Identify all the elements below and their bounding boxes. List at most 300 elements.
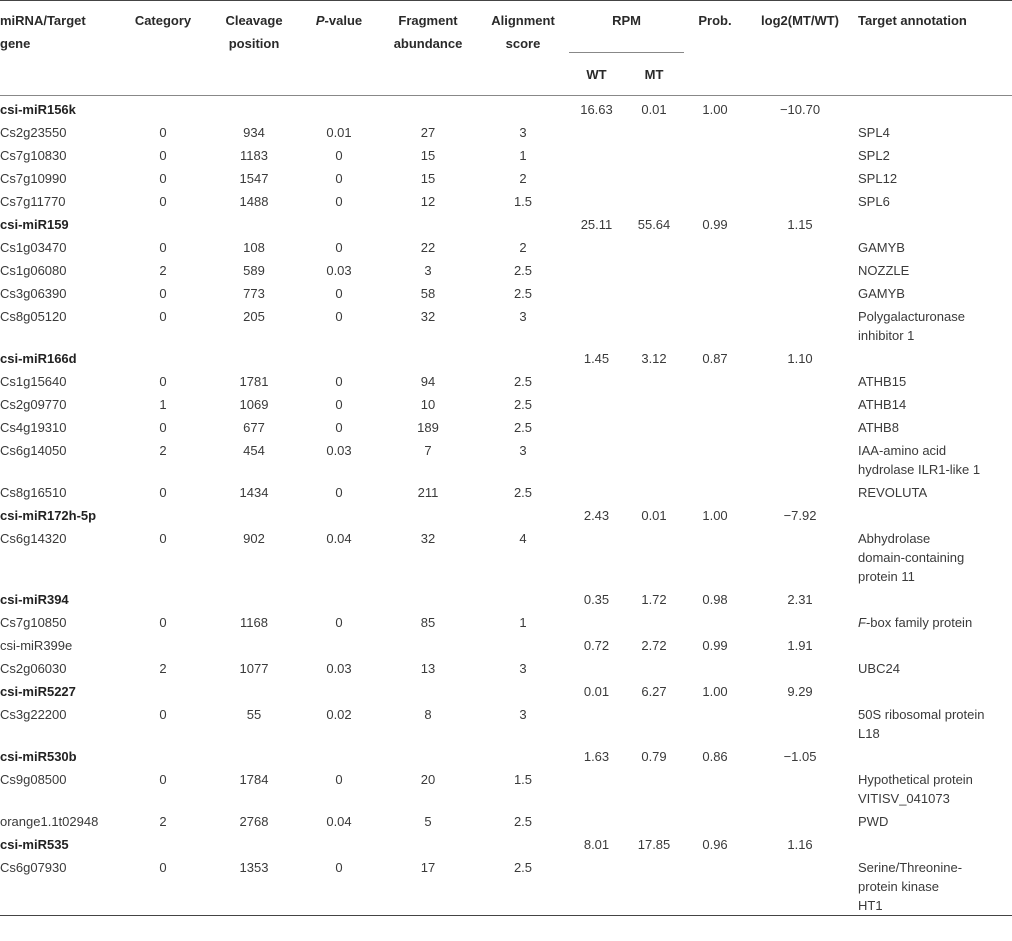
- target-row: [0, 808, 1012, 831]
- pvalue-cell: 0: [335, 485, 343, 500]
- empty-cell: [117, 96, 209, 120]
- target-row: [0, 142, 1012, 165]
- annotation-line: 50S ribosomal protein: [858, 707, 985, 722]
- prob-cell: [684, 234, 746, 257]
- annotation-italic: F: [858, 615, 866, 630]
- target-gene: Cs8g16510: [0, 485, 67, 500]
- header-log2: log2(MT/WT): [746, 1, 854, 96]
- mt-cell: [624, 280, 684, 303]
- category-cell: 0: [159, 286, 167, 301]
- empty-cell: [209, 345, 299, 368]
- pvalue-cell: 0: [299, 854, 379, 916]
- log2-cell: [746, 808, 854, 831]
- empty-cell: [117, 586, 209, 609]
- mirna-name: csi-miR5227: [0, 684, 76, 699]
- log2-cell: [746, 165, 854, 188]
- mirna-name: csi-miR394: [0, 592, 69, 607]
- annotation-line: Abhydrolase: [858, 531, 931, 546]
- wt-value: 25.11: [580, 217, 613, 232]
- pvalue-cell: 0.02: [326, 707, 352, 722]
- target-row: [0, 414, 1012, 437]
- log2-value: 1.15: [787, 217, 813, 232]
- empty-cell: [379, 345, 477, 368]
- empty-cell: [117, 831, 209, 854]
- log2-cell: [746, 188, 854, 211]
- mt-value: 6.27: [641, 684, 667, 699]
- empty-cell: [299, 586, 379, 609]
- target-gene: Cs3g22200: [0, 707, 67, 722]
- mt-cell: [624, 414, 684, 437]
- category-cell: 0: [159, 531, 167, 546]
- target-row: [0, 437, 1012, 479]
- header-rpm: RPM: [569, 1, 684, 53]
- annotation-cell: [854, 345, 1012, 368]
- log2-cell: [746, 142, 854, 165]
- log2-cell: [746, 303, 854, 345]
- pvalue-cell: 0.04: [326, 814, 352, 829]
- cleavage-cell: 1547: [239, 171, 269, 186]
- alignment-cell: 2.5: [513, 286, 533, 301]
- mt-cell: [624, 808, 684, 831]
- prob-cell: [684, 854, 746, 916]
- prob-cell: [684, 414, 746, 437]
- empty-cell: [477, 211, 569, 234]
- annotation-line: domain-containing: [858, 550, 965, 565]
- pvalue-cell: 0: [335, 286, 343, 301]
- empty-cell: [117, 345, 209, 368]
- annotation-cell: SPL12: [858, 171, 898, 186]
- prob-cell: [684, 165, 746, 188]
- annotation-line: protein 11: [858, 569, 915, 584]
- mt-value: 0.79: [641, 749, 667, 764]
- wt-cell: [569, 655, 624, 678]
- pvalue-cell: 0: [335, 397, 343, 412]
- empty-cell: [477, 586, 569, 609]
- annotation-cell: [854, 437, 1012, 479]
- empty-cell: [299, 345, 379, 368]
- fragment-cell: 189: [417, 420, 439, 435]
- target-row: [0, 188, 1012, 211]
- wt-cell: [569, 257, 624, 280]
- pvalue-cell: 0: [335, 171, 343, 186]
- category-cell: 2: [159, 814, 167, 829]
- pvalue-cell: 0: [335, 309, 343, 324]
- mirna-row: [0, 632, 1012, 655]
- log2-cell: [746, 479, 854, 502]
- wt-cell: [569, 414, 624, 437]
- mirna-row: [0, 586, 1012, 609]
- mt-cell: [624, 854, 684, 916]
- target-gene: Cs7g11770: [0, 194, 66, 209]
- annotation-cell: PWD: [858, 814, 889, 829]
- log2-cell: [746, 854, 854, 916]
- cleavage-cell: 1434: [239, 485, 269, 500]
- log2-cell: [746, 701, 854, 743]
- empty-cell: [209, 831, 299, 854]
- target-row: [0, 391, 1012, 414]
- alignment-cell: 2: [519, 240, 527, 255]
- log2-cell: [746, 257, 854, 280]
- empty-cell: [299, 96, 379, 120]
- wt-cell: [569, 391, 624, 414]
- pvalue-cell: 0: [335, 615, 343, 630]
- empty-cell: [477, 345, 569, 368]
- cleavage-cell: 1353: [209, 854, 299, 916]
- target-gene: Cs2g23550: [0, 125, 67, 140]
- annotation-cell: [854, 502, 1012, 525]
- annotation-line: IAA-amino acid: [858, 443, 947, 458]
- empty-cell: [379, 632, 477, 655]
- target-row: [0, 303, 1012, 345]
- category-cell: 0: [159, 240, 167, 255]
- prob-value: 0.96: [702, 837, 728, 852]
- mt-value: 0.01: [641, 102, 667, 117]
- fragment-cell: 85: [420, 615, 436, 630]
- annotation-cell: SPL6: [858, 194, 890, 209]
- cleavage-cell: 1183: [240, 148, 268, 163]
- annotation-cell: SPL2: [858, 148, 890, 163]
- target-gene: Cs2g09770: [0, 397, 67, 412]
- prob-cell: [684, 525, 746, 586]
- log2-value: 2.31: [787, 592, 813, 607]
- prob-cell: [684, 437, 746, 479]
- category-cell: 0: [159, 772, 167, 787]
- cleavage-cell: 108: [243, 240, 265, 255]
- log2-value: −10.70: [779, 102, 821, 117]
- cleavage-cell: 1488: [239, 194, 269, 209]
- prob-cell: [684, 701, 746, 743]
- wt-cell: [569, 142, 624, 165]
- empty-cell: [299, 678, 379, 701]
- wt-cell: [569, 609, 624, 632]
- pvalue-cell: 0.03: [326, 263, 352, 278]
- target-gene: Cs4g19310: [0, 420, 67, 435]
- annotation-line: hydrolase ILR1-like 1: [858, 462, 981, 477]
- log2-cell: [746, 280, 854, 303]
- empty-cell: [379, 743, 477, 766]
- empty-cell: [117, 678, 209, 701]
- target-row: [0, 854, 1012, 916]
- mt-cell: [624, 525, 684, 586]
- prob-cell: [684, 368, 746, 391]
- target-gene: Cs3g06390: [0, 286, 67, 301]
- empty-cell: [299, 211, 379, 234]
- annotation-cell: SPL4: [858, 125, 890, 140]
- annotation-cell: [854, 854, 1012, 916]
- cleavage-cell: 1168: [240, 615, 268, 630]
- empty-cell: [209, 678, 299, 701]
- wt-cell: [569, 701, 624, 743]
- log2-value: 1.16: [787, 837, 813, 852]
- annotation-line: L18: [858, 726, 880, 741]
- annotation-cell: NOZZLE: [858, 263, 910, 278]
- prob-cell: [684, 808, 746, 831]
- category-cell: 2: [159, 263, 167, 278]
- log2-cell: [746, 609, 854, 632]
- mt-cell: [624, 165, 684, 188]
- mt-value: 17.85: [637, 837, 671, 852]
- mt-cell: [624, 303, 684, 345]
- fragment-cell: 20: [420, 772, 436, 787]
- mirna-name: csi-miR166d: [0, 351, 77, 366]
- wt-cell: [569, 525, 624, 586]
- target-gene: Cs7g10990: [0, 171, 67, 186]
- alignment-cell: 3: [519, 125, 527, 140]
- annotation-line: Hypothetical protein: [858, 772, 973, 787]
- fragment-cell: 8: [424, 707, 432, 722]
- mt-cell: [624, 257, 684, 280]
- annotation-line: protein kinase: [858, 879, 939, 894]
- pvalue-cell: 0.01: [326, 125, 352, 140]
- empty-cell: [117, 502, 209, 525]
- target-row: [0, 609, 1012, 632]
- empty-cell: [209, 586, 299, 609]
- wt-value: 16.63: [580, 102, 613, 117]
- wt-value: 0.01: [583, 684, 610, 699]
- target-gene: Cs7g10850: [0, 615, 67, 630]
- annotation-line: VITISV_041073: [858, 791, 950, 806]
- prob-cell: [684, 188, 746, 211]
- mirna-row: [0, 211, 1012, 234]
- alignment-cell: 2.5: [513, 814, 533, 829]
- wt-cell: [569, 165, 624, 188]
- mt-cell: [624, 701, 684, 743]
- fragment-cell: 17: [379, 854, 477, 916]
- empty-cell: [379, 831, 477, 854]
- empty-cell: [477, 502, 569, 525]
- prob-value: 0.99: [702, 217, 728, 232]
- alignment-cell: 4: [519, 531, 527, 546]
- log2-value: 9.29: [787, 684, 813, 699]
- prob-value: 0.98: [702, 592, 728, 607]
- annotation-cell: UBC24: [858, 661, 900, 676]
- header-fragment: Fragment abundance: [379, 1, 477, 96]
- cleavage-cell: 934: [243, 125, 265, 140]
- empty-cell: [477, 632, 569, 655]
- target-row: [0, 766, 1012, 808]
- prob-value: 0.87: [702, 351, 728, 366]
- wt-value: 0.35: [583, 592, 610, 607]
- target-gene: Cs1g06080: [0, 263, 67, 278]
- fragment-cell: 13: [420, 661, 436, 676]
- log2-cell: [746, 391, 854, 414]
- wt-cell: [569, 854, 624, 916]
- mt-cell: [624, 766, 684, 808]
- fragment-cell: 15: [420, 148, 436, 163]
- mirna-name: csi-miR535: [0, 837, 69, 852]
- fragment-cell: 12: [420, 194, 436, 209]
- wt-cell: [569, 766, 624, 808]
- prob-cell: [684, 655, 746, 678]
- fragment-cell: 5: [424, 814, 432, 829]
- category-cell: 0: [159, 615, 167, 630]
- prob-cell: [684, 609, 746, 632]
- cleavage-cell: 1781: [239, 374, 269, 389]
- prob-cell: [684, 119, 746, 142]
- category-cell: 0: [117, 854, 209, 916]
- mt-cell: [624, 655, 684, 678]
- fragment-cell: 10: [420, 397, 436, 412]
- pvalue-cell: 0.03: [326, 443, 352, 458]
- annotation-cell: [854, 211, 1012, 234]
- mirna-row: [0, 502, 1012, 525]
- log2-value: −1.05: [783, 749, 817, 764]
- header-pvalue: P-value: [299, 1, 379, 96]
- wt-value: 1.63: [583, 749, 610, 764]
- pvalue-cell: 0: [335, 240, 343, 255]
- mirna-name: csi-miR399e: [0, 638, 73, 653]
- cleavage-cell: 1077: [239, 661, 269, 676]
- mirna-row: [0, 345, 1012, 368]
- target-row: [0, 257, 1012, 280]
- category-cell: 0: [159, 148, 167, 163]
- prob-cell: [684, 142, 746, 165]
- header-mt: MT: [624, 53, 684, 96]
- annotation-cell: [854, 525, 1012, 586]
- category-cell: 0: [159, 171, 167, 186]
- category-cell: 2: [159, 443, 167, 458]
- pvalue-cell: 0: [335, 420, 343, 435]
- prob-cell: [684, 391, 746, 414]
- annotation-cell: ATHB15: [858, 374, 907, 389]
- alignment-cell: 3: [519, 443, 527, 458]
- prob-value: 0.99: [702, 638, 728, 653]
- alignment-cell: 2.5: [513, 485, 533, 500]
- wt-value: 0.72: [583, 638, 610, 653]
- cleavage-cell: 589: [243, 263, 265, 278]
- log2-cell: [746, 655, 854, 678]
- mirna-name: csi-miR530b: [0, 749, 77, 764]
- header-wt: WT: [569, 53, 624, 96]
- cleavage-cell: 677: [243, 420, 265, 435]
- prob-cell: [684, 479, 746, 502]
- log2-cell: [746, 234, 854, 257]
- annotation-line: inhibitor 1: [858, 328, 915, 343]
- alignment-cell: 1.5: [513, 194, 533, 209]
- empty-cell: [477, 678, 569, 701]
- category-cell: 0: [159, 125, 167, 140]
- header-alignment: Alignment score: [477, 1, 569, 96]
- annotation-cell: ATHB8: [858, 420, 899, 435]
- header-prob: Prob.: [684, 1, 746, 96]
- alignment-cell: 2.5: [513, 374, 533, 389]
- header-cleavage: Cleavage position: [209, 1, 299, 96]
- log2-cell: [746, 525, 854, 586]
- log2-cell: [746, 766, 854, 808]
- annotation-cell: ATHB14: [858, 397, 907, 412]
- mirna-row: [0, 831, 1012, 854]
- mt-value: 55.64: [637, 217, 671, 232]
- mirna-name: csi-miR159: [0, 217, 69, 232]
- wt-cell: [569, 437, 624, 479]
- pvalue-cell: 0: [335, 148, 343, 163]
- empty-cell: [117, 632, 209, 655]
- pvalue-cell: 0.04: [326, 531, 352, 546]
- category-cell: 0: [159, 485, 167, 500]
- cleavage-cell: 902: [243, 531, 265, 546]
- fragment-cell: 3: [424, 263, 432, 278]
- empty-cell: [379, 678, 477, 701]
- category-cell: 0: [159, 420, 167, 435]
- mirna-name: csi-miR172h-5p: [0, 508, 97, 523]
- category-cell: 0: [159, 309, 167, 324]
- target-gene: Cs2g06030: [0, 661, 67, 676]
- category-cell: 2: [159, 661, 167, 676]
- wt-cell: [569, 234, 624, 257]
- alignment-cell: 3: [519, 707, 527, 722]
- empty-cell: [379, 586, 477, 609]
- mt-cell: [624, 142, 684, 165]
- alignment-cell: 3: [519, 661, 527, 676]
- pvalue-cell: 0: [335, 194, 343, 209]
- cleavage-cell: 2768: [239, 814, 269, 829]
- mt-cell: [624, 188, 684, 211]
- alignment-cell: 2.5: [513, 397, 533, 412]
- empty-cell: [299, 831, 379, 854]
- cleavage-cell: 773: [243, 286, 265, 301]
- target-gene: orange1.1t02948: [0, 814, 99, 829]
- target-gene: Cs8g05120: [0, 309, 67, 324]
- empty-cell: [299, 632, 379, 655]
- fragment-cell: 32: [420, 531, 436, 546]
- prob-cell: [684, 257, 746, 280]
- annotation-cell: REVOLUTA: [858, 485, 928, 500]
- alignment-cell: 2.5: [513, 420, 533, 435]
- annotation-line: Polygalacturonase: [858, 309, 965, 324]
- log2-cell: [746, 368, 854, 391]
- cleavage-cell: 1784: [239, 772, 269, 787]
- fragment-cell: 22: [420, 240, 436, 255]
- pvalue-cell: 0.03: [326, 661, 352, 676]
- prob-cell: [684, 280, 746, 303]
- wt-cell: [569, 119, 624, 142]
- annotation-cell: [854, 303, 1012, 345]
- alignment-cell: 2: [519, 171, 527, 186]
- target-row: [0, 234, 1012, 257]
- empty-cell: [209, 96, 299, 120]
- wt-cell: [569, 280, 624, 303]
- prob-value: 1.00: [702, 102, 728, 117]
- log2-value: −7.92: [783, 508, 817, 523]
- cleavage-cell: 1069: [239, 397, 269, 412]
- alignment-cell: 1.5: [513, 772, 533, 787]
- target-gene: Cs1g15640: [0, 374, 67, 389]
- category-cell: 0: [159, 374, 167, 389]
- empty-cell: [379, 96, 477, 120]
- wt-value: 8.01: [583, 837, 610, 852]
- cleavage-cell: 55: [246, 707, 262, 722]
- annotation-line: Serine/Threonine-: [858, 860, 963, 875]
- target-gene: Cs7g10830: [0, 148, 67, 163]
- annotation-cell: [854, 743, 1012, 766]
- mirna-row: [0, 678, 1012, 701]
- empty-cell: [477, 96, 569, 120]
- empty-cell: [117, 743, 209, 766]
- mirna-row: [0, 96, 1012, 120]
- alignment-cell: 1: [519, 148, 527, 163]
- pvalue-cell: 0: [335, 772, 343, 787]
- wt-value: 1.45: [583, 351, 610, 366]
- fragment-cell: 27: [420, 125, 436, 140]
- cleavage-cell: 454: [243, 443, 265, 458]
- annotation-cell: [854, 96, 1012, 120]
- target-gene: Cs6g14050: [0, 443, 67, 458]
- annotation-cell: [854, 586, 1012, 609]
- fragment-cell: 32: [420, 309, 436, 324]
- wt-cell: [569, 479, 624, 502]
- mt-cell: [624, 368, 684, 391]
- target-gene: Cs1g03470: [0, 240, 67, 255]
